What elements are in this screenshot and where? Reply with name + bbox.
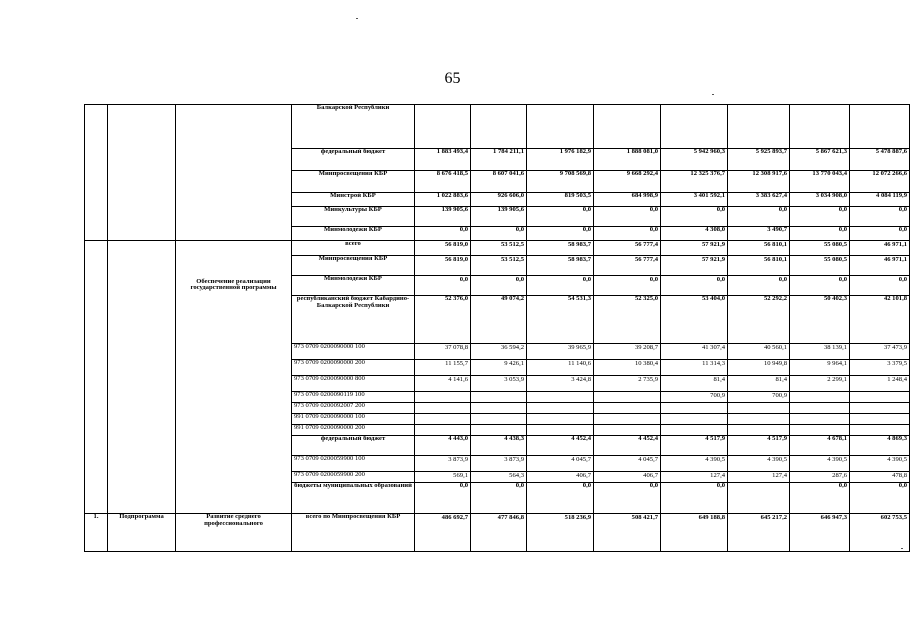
value-cell: 569,1 xyxy=(415,471,471,482)
value-cell xyxy=(728,413,790,424)
value-cell: 3 053,9 xyxy=(471,376,527,392)
value-cell xyxy=(471,391,527,402)
source-label: федеральный бюджет xyxy=(292,149,415,171)
value-cell: 0,0 xyxy=(594,206,661,226)
value-cell: 0,0 xyxy=(527,482,594,513)
value-cell xyxy=(415,402,471,413)
value-cell: 56 819,0 xyxy=(415,256,471,276)
value-cell: 139 905,6 xyxy=(415,206,471,226)
value-cell: 11 140,6 xyxy=(527,360,594,376)
value-cell: 4 443,0 xyxy=(415,435,471,455)
value-cell xyxy=(527,424,594,435)
value-cell: 58 983,7 xyxy=(527,240,594,256)
value-cell xyxy=(728,402,790,413)
source-label: Минмолодежи КБР xyxy=(292,226,415,240)
value-cell: 819 503,5 xyxy=(527,192,594,206)
value-cell xyxy=(527,402,594,413)
table-body xyxy=(85,105,910,552)
value-cell: 0,0 xyxy=(728,206,790,226)
value-cell xyxy=(850,402,910,413)
value-cell: 139 905,6 xyxy=(471,206,527,226)
value-cell xyxy=(594,402,661,413)
section-label-cell: Обеспечение реализации государственной программы xyxy=(176,240,292,513)
source-label: всего по Минпросвещения КБР xyxy=(292,513,415,551)
value-cell xyxy=(661,402,728,413)
value-cell: 0,0 xyxy=(850,226,910,240)
value-cell: 81,4 xyxy=(661,376,728,392)
value-cell: 4 452,4 xyxy=(594,435,661,455)
value-cell: 58 983,7 xyxy=(527,256,594,276)
value-cell xyxy=(527,413,594,424)
row-title-cell xyxy=(176,105,292,241)
value-cell: 0,0 xyxy=(415,482,471,513)
value-cell: 1 022 883,6 xyxy=(415,192,471,206)
budget-code: 973 0709 0200059900 100 xyxy=(292,455,415,471)
value-cell: 4 308,0 xyxy=(661,226,728,240)
value-cell: 0,0 xyxy=(594,276,661,296)
value-cell xyxy=(661,424,728,435)
value-cell: 54 531,3 xyxy=(527,296,594,344)
value-cell: 0,0 xyxy=(527,206,594,226)
value-cell: 0,0 xyxy=(850,206,910,226)
value-cell: 9 964,1 xyxy=(790,360,850,376)
value-cell: 8 607 041,6 xyxy=(471,170,527,192)
value-cell: 53 512,5 xyxy=(471,240,527,256)
value-cell: 46 971,1 xyxy=(850,256,910,276)
value-cell xyxy=(850,105,910,149)
value-cell: 3 383 627,4 xyxy=(728,192,790,206)
value-cell: 56 810,1 xyxy=(728,256,790,276)
value-cell: 4 438,3 xyxy=(471,435,527,455)
value-cell: 4 517,9 xyxy=(661,435,728,455)
value-cell: 4 390,5 xyxy=(850,455,910,471)
value-cell: 0,0 xyxy=(661,206,728,226)
value-cell: 0,0 xyxy=(661,482,728,513)
value-cell xyxy=(790,402,850,413)
value-cell: 37 078,8 xyxy=(415,344,471,360)
value-cell: 40 560,1 xyxy=(728,344,790,360)
row-number-cell: 1. xyxy=(85,513,108,551)
value-cell: 0,0 xyxy=(850,482,910,513)
value-cell: 1 883 493,4 xyxy=(415,149,471,171)
value-cell: 4 390,5 xyxy=(728,455,790,471)
value-cell: 12 325 376,7 xyxy=(661,170,728,192)
row-title-cell: Развитие среднего профессионального xyxy=(176,513,292,551)
value-cell xyxy=(527,391,594,402)
value-cell: 684 998,9 xyxy=(594,192,661,206)
value-cell xyxy=(728,424,790,435)
value-cell xyxy=(471,105,527,149)
value-cell: 52 376,0 xyxy=(415,296,471,344)
value-cell: 4 390,5 xyxy=(790,455,850,471)
value-cell xyxy=(850,413,910,424)
value-cell: 56 777,4 xyxy=(594,240,661,256)
value-cell: 0,0 xyxy=(850,276,910,296)
value-cell: 12 308 917,6 xyxy=(728,170,790,192)
value-cell: 41 307,4 xyxy=(661,344,728,360)
value-cell xyxy=(728,482,790,513)
value-cell: 287,6 xyxy=(790,471,850,482)
value-cell: 9 426,1 xyxy=(471,360,527,376)
value-cell: 646 947,3 xyxy=(790,513,850,551)
value-cell: 478,8 xyxy=(850,471,910,482)
value-cell: 9 708 569,8 xyxy=(527,170,594,192)
value-cell xyxy=(415,105,471,149)
value-cell xyxy=(471,402,527,413)
value-cell: 81,4 xyxy=(728,376,790,392)
value-cell xyxy=(527,105,594,149)
source-label: всего xyxy=(292,240,415,256)
table-row xyxy=(85,105,910,149)
value-cell: 49 074,2 xyxy=(471,296,527,344)
value-cell: 4 869,3 xyxy=(850,435,910,455)
value-cell: 0,0 xyxy=(471,482,527,513)
value-cell: 477 846,8 xyxy=(471,513,527,551)
value-cell: 13 770 043,4 xyxy=(790,170,850,192)
value-cell xyxy=(850,391,910,402)
value-cell xyxy=(728,105,790,149)
value-cell: 57 921,9 xyxy=(661,240,728,256)
value-cell xyxy=(471,413,527,424)
value-cell xyxy=(415,391,471,402)
value-cell: 0,0 xyxy=(527,276,594,296)
value-cell: 53 512,5 xyxy=(471,256,527,276)
value-cell: 9 668 292,4 xyxy=(594,170,661,192)
value-cell: 0,0 xyxy=(594,226,661,240)
value-cell: 127,4 xyxy=(661,471,728,482)
value-cell: 518 236,9 xyxy=(527,513,594,551)
value-cell: 12 072 266,6 xyxy=(850,170,910,192)
value-cell xyxy=(594,413,661,424)
value-cell xyxy=(790,424,850,435)
value-cell: 4 084 119,9 xyxy=(850,192,910,206)
table-row xyxy=(85,513,910,551)
value-cell: 508 421,7 xyxy=(594,513,661,551)
value-cell: 50 402,3 xyxy=(790,296,850,344)
value-cell: 3 490,7 xyxy=(728,226,790,240)
value-cell: 700,9 xyxy=(728,391,790,402)
row-type-cell: Подпрограмма xyxy=(108,513,176,551)
value-cell xyxy=(790,105,850,149)
source-label: Минстрой КБР xyxy=(292,192,415,206)
value-cell: 649 188,8 xyxy=(661,513,728,551)
value-cell: 46 971,1 xyxy=(850,240,910,256)
value-cell: 3 873,9 xyxy=(471,455,527,471)
value-cell xyxy=(661,413,728,424)
scan-speck xyxy=(712,94,714,95)
value-cell: 0,0 xyxy=(415,276,471,296)
source-label: бюджеты муниципальных образований xyxy=(292,482,415,513)
value-cell: 52 325,0 xyxy=(594,296,661,344)
value-cell xyxy=(415,424,471,435)
value-cell xyxy=(594,424,661,435)
value-cell: 4 390,5 xyxy=(661,455,728,471)
value-cell: 2 299,1 xyxy=(790,376,850,392)
budget-table xyxy=(84,104,910,552)
value-cell: 3 401 592,1 xyxy=(661,192,728,206)
value-cell: 645 217,2 xyxy=(728,513,790,551)
value-cell: 39 965,9 xyxy=(527,344,594,360)
value-cell: 700,9 xyxy=(661,391,728,402)
budget-code: 973 0709 0200059900 200 xyxy=(292,471,415,482)
source-label: Балкарской Республики xyxy=(292,105,415,149)
value-cell: 0,0 xyxy=(790,226,850,240)
value-cell: 4 678,1 xyxy=(790,435,850,455)
budget-code: 973 0709 0200090000 200 xyxy=(292,360,415,376)
value-cell: 3 873,9 xyxy=(415,455,471,471)
value-cell: 406,7 xyxy=(594,471,661,482)
value-cell: 127,4 xyxy=(728,471,790,482)
value-cell: 55 080,5 xyxy=(790,240,850,256)
value-cell: 1 248,4 xyxy=(850,376,910,392)
value-cell: 3 379,5 xyxy=(850,360,910,376)
value-cell xyxy=(661,105,728,149)
value-cell: 11 155,7 xyxy=(415,360,471,376)
value-cell xyxy=(850,424,910,435)
value-cell: 8 676 418,5 xyxy=(415,170,471,192)
value-cell: 0,0 xyxy=(728,276,790,296)
row-number-cell xyxy=(85,105,108,241)
value-cell: 5 867 621,3 xyxy=(790,149,850,171)
value-cell: 0,0 xyxy=(790,482,850,513)
budget-code: 991 0709 0200090000 100 xyxy=(292,413,415,424)
value-cell xyxy=(790,391,850,402)
value-cell xyxy=(471,424,527,435)
value-cell: 0,0 xyxy=(790,276,850,296)
row-type-cell xyxy=(108,105,176,241)
value-cell: 10 380,4 xyxy=(594,360,661,376)
value-cell: 486 692,7 xyxy=(415,513,471,551)
source-label: Минпросвещения КБР xyxy=(292,170,415,192)
value-cell: 0,0 xyxy=(661,276,728,296)
value-cell: 53 404,0 xyxy=(661,296,728,344)
source-label: Минпросвещения КБР xyxy=(292,256,415,276)
source-label: Минкультуры КБР xyxy=(292,206,415,226)
value-cell: 1 976 182,9 xyxy=(527,149,594,171)
value-cell xyxy=(790,413,850,424)
value-cell xyxy=(594,105,661,149)
value-cell: 36 594,2 xyxy=(471,344,527,360)
value-cell: 4 045,7 xyxy=(594,455,661,471)
page-number: 65 xyxy=(444,70,461,87)
value-cell: 5 478 887,6 xyxy=(850,149,910,171)
value-cell: 42 101,8 xyxy=(850,296,910,344)
value-cell xyxy=(415,413,471,424)
value-cell: 3 034 908,0 xyxy=(790,192,850,206)
value-cell: 5 925 893,7 xyxy=(728,149,790,171)
value-cell: 4 141,6 xyxy=(415,376,471,392)
value-cell xyxy=(594,391,661,402)
value-cell: 926 606,0 xyxy=(471,192,527,206)
value-cell: 602 753,5 xyxy=(850,513,910,551)
source-label: федеральный бюджет xyxy=(292,435,415,455)
row-type-cell xyxy=(108,240,176,513)
value-cell: 56 819,0 xyxy=(415,240,471,256)
value-cell: 11 314,3 xyxy=(661,360,728,376)
row-number-cell xyxy=(85,240,108,513)
value-cell: 564,3 xyxy=(471,471,527,482)
value-cell: 56 810,1 xyxy=(728,240,790,256)
budget-code: 973 0709 0200092007 200 xyxy=(292,402,415,413)
value-cell: 37 473,9 xyxy=(850,344,910,360)
value-cell: 55 080,5 xyxy=(790,256,850,276)
value-cell: 56 777,4 xyxy=(594,256,661,276)
value-cell: 4 452,4 xyxy=(527,435,594,455)
budget-code: 973 0709 0200090119 100 xyxy=(292,391,415,402)
value-cell: 4 517,9 xyxy=(728,435,790,455)
value-cell: 0,0 xyxy=(471,276,527,296)
value-cell: 5 942 960,3 xyxy=(661,149,728,171)
value-cell: 38 139,1 xyxy=(790,344,850,360)
value-cell: 1 784 211,1 xyxy=(471,149,527,171)
value-cell: 10 949,8 xyxy=(728,360,790,376)
value-cell: 3 424,8 xyxy=(527,376,594,392)
value-cell: 406,7 xyxy=(527,471,594,482)
source-label: Минмолодежи КБР xyxy=(292,276,415,296)
value-cell: 0,0 xyxy=(790,206,850,226)
value-cell: 0,0 xyxy=(415,226,471,240)
value-cell: 0,0 xyxy=(527,226,594,240)
value-cell: 39 208,7 xyxy=(594,344,661,360)
value-cell: 0,0 xyxy=(471,226,527,240)
budget-code: 973 0709 0200090000 100 xyxy=(292,344,415,360)
value-cell: 1 888 081,0 xyxy=(594,149,661,171)
budget-code: 973 0709 0200090000 800 xyxy=(292,376,415,392)
value-cell: 2 735,9 xyxy=(594,376,661,392)
budget-code: 991 0709 0200090000 200 xyxy=(292,424,415,435)
table-row xyxy=(85,240,910,256)
value-cell: 52 292,2 xyxy=(728,296,790,344)
value-cell: 0,0 xyxy=(594,482,661,513)
value-cell: 57 921,9 xyxy=(661,256,728,276)
scan-speck xyxy=(356,18,358,19)
value-cell: 4 045,7 xyxy=(527,455,594,471)
source-label: республиканский бюджет Кабардино-Балкарской Республики xyxy=(292,296,415,344)
